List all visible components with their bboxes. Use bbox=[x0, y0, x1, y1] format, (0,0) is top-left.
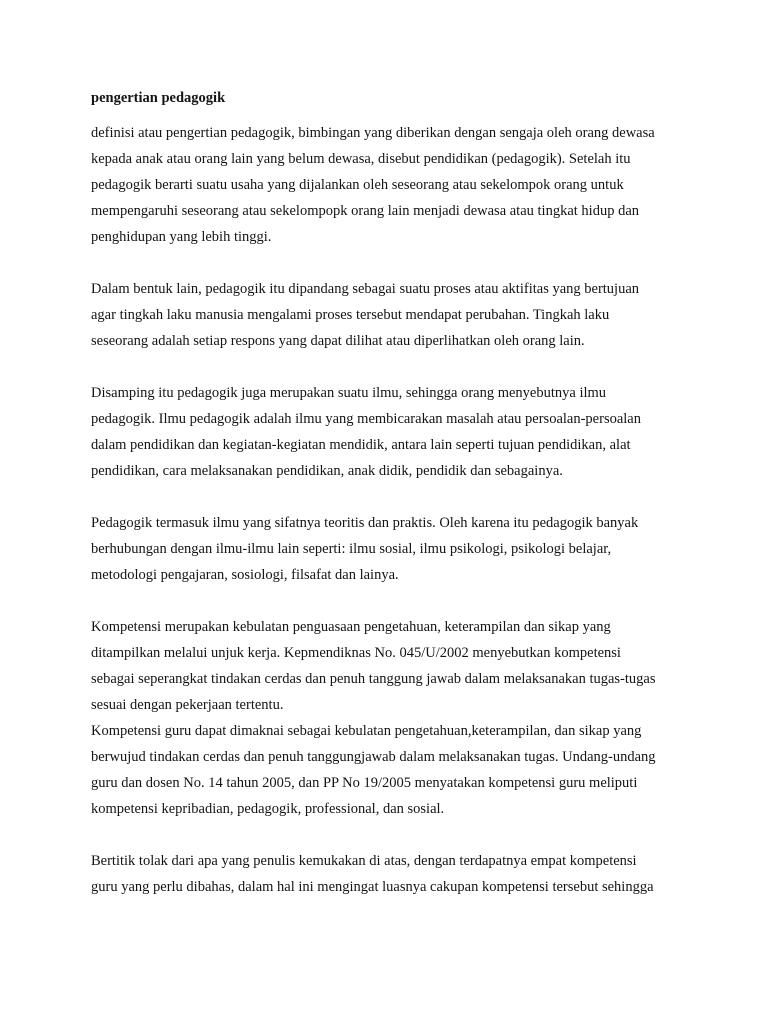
text-line: pedagogik berarti suatu usaha yang dijalankan oleh seseorang atau sekelompok orang untuk bbox=[91, 177, 624, 193]
text-line: guru dan dosen No. 14 tahun 2005, dan PP No 19/2005 menyatakan kompetensi guru meliputi bbox=[91, 775, 638, 791]
text-line: Pedagogik termasuk ilmu yang sifatnya teoritis dan praktis. Oleh karena itu pedagogik banyak bbox=[91, 515, 639, 531]
text-line: seseorang adalah setiap respons yang dapat dilihat atau diperlihatkan oleh orang lain. bbox=[91, 333, 585, 349]
text-line: Disamping itu pedagogik juga merupakan suatu ilmu, sehingga orang menyebutnya ilmu bbox=[91, 385, 607, 401]
text-line: Bertitik tolak dari apa yang penulis kemukakan di atas, dengan terdapatnya empat kompetensi bbox=[91, 853, 637, 869]
text-line: metodologi pengajaran, sosiologi, filsafat dan lainya. bbox=[91, 567, 399, 583]
paragraph-gap bbox=[91, 588, 691, 614]
paragraph-2 bbox=[91, 276, 691, 354]
text-line: kompetensi kepribadian, pedagogik, professional, dan sosial. bbox=[91, 801, 445, 817]
text-line: pedagogik. Ilmu pedagogik adalah ilmu yang membicarakan masalah atau persoalan-persoalan bbox=[91, 411, 641, 427]
text-line: sebagai seperangkat tindakan cerdas dan penuh tanggung jawab dalam melaksanakan tugas-tugas bbox=[91, 671, 656, 687]
document-title: pengertian pedagogik bbox=[91, 90, 226, 106]
paragraph-4 bbox=[91, 510, 691, 588]
text-line: kepada anak atau orang lain yang belum dewasa, disebut pendidikan (pedagogik). Setelah itu bbox=[91, 151, 631, 167]
document-page bbox=[91, 88, 691, 900]
text-line: ditampilkan melalui unjuk kerja. Kepmendiknas No. 045/U/2002 menyebutkan kompetensi bbox=[91, 645, 621, 661]
text-line: guru yang perlu dibahas, dalam hal ini mengingat luasnya cakupan kompetensi tersebut sehingga bbox=[91, 879, 654, 895]
paragraph-5 bbox=[91, 614, 691, 822]
text-line: definisi atau pengertian pedagogik, bimbingan yang diberikan dengan sengaja oleh orang dewasa bbox=[91, 125, 655, 141]
text-line: Dalam bentuk lain, pedagogik itu dipandang sebagai suatu proses atau aktifitas yang bertujuan bbox=[91, 281, 640, 297]
text-line: mempengaruhi seseorang atau sekelompopk orang lain menjadi dewasa atau tingkat hidup dan bbox=[91, 203, 640, 219]
paragraph-gap bbox=[91, 250, 691, 276]
paragraph-gap bbox=[91, 484, 691, 510]
paragraph-3 bbox=[91, 380, 691, 484]
text-line: berhubungan dengan ilmu-ilmu lain seperti: ilmu sosial, ilmu psikologi, psikologi belajar, bbox=[91, 541, 612, 557]
text-line: pendidikan, cara melaksanakan pendidikan, anak didik, pendidik dan sebagainya. bbox=[91, 463, 563, 479]
text-line: dalam pendidikan dan kegiatan-kegiatan mendidik, antara lain seperti tujuan pendidikan, alat bbox=[91, 437, 631, 453]
paragraph-gap bbox=[91, 354, 691, 380]
text-line: Kompetensi merupakan kebulatan penguasaan pengetahuan, keterampilan dan sikap yang bbox=[91, 619, 611, 635]
text-line: agar tingkah laku manusia mengalami proses tersebut mendapat perubahan. Tingkah laku bbox=[91, 307, 610, 323]
paragraph-gap bbox=[91, 822, 691, 848]
text-line: penghidupan yang lebih tinggi. bbox=[91, 229, 272, 245]
text-line: Kompetensi guru dapat dimaknai sebagai kebulatan pengetahuan,keterampilan, dan sikap yang bbox=[91, 723, 642, 739]
paragraph-6 bbox=[91, 848, 691, 900]
text-line: berwujud tindakan cerdas dan penuh tanggungjawab dalam melaksanakan tugas. Undang-undang bbox=[91, 749, 656, 765]
paragraph-1 bbox=[91, 120, 691, 250]
text-line: sesuai dengan pekerjaan tertentu. bbox=[91, 697, 284, 713]
